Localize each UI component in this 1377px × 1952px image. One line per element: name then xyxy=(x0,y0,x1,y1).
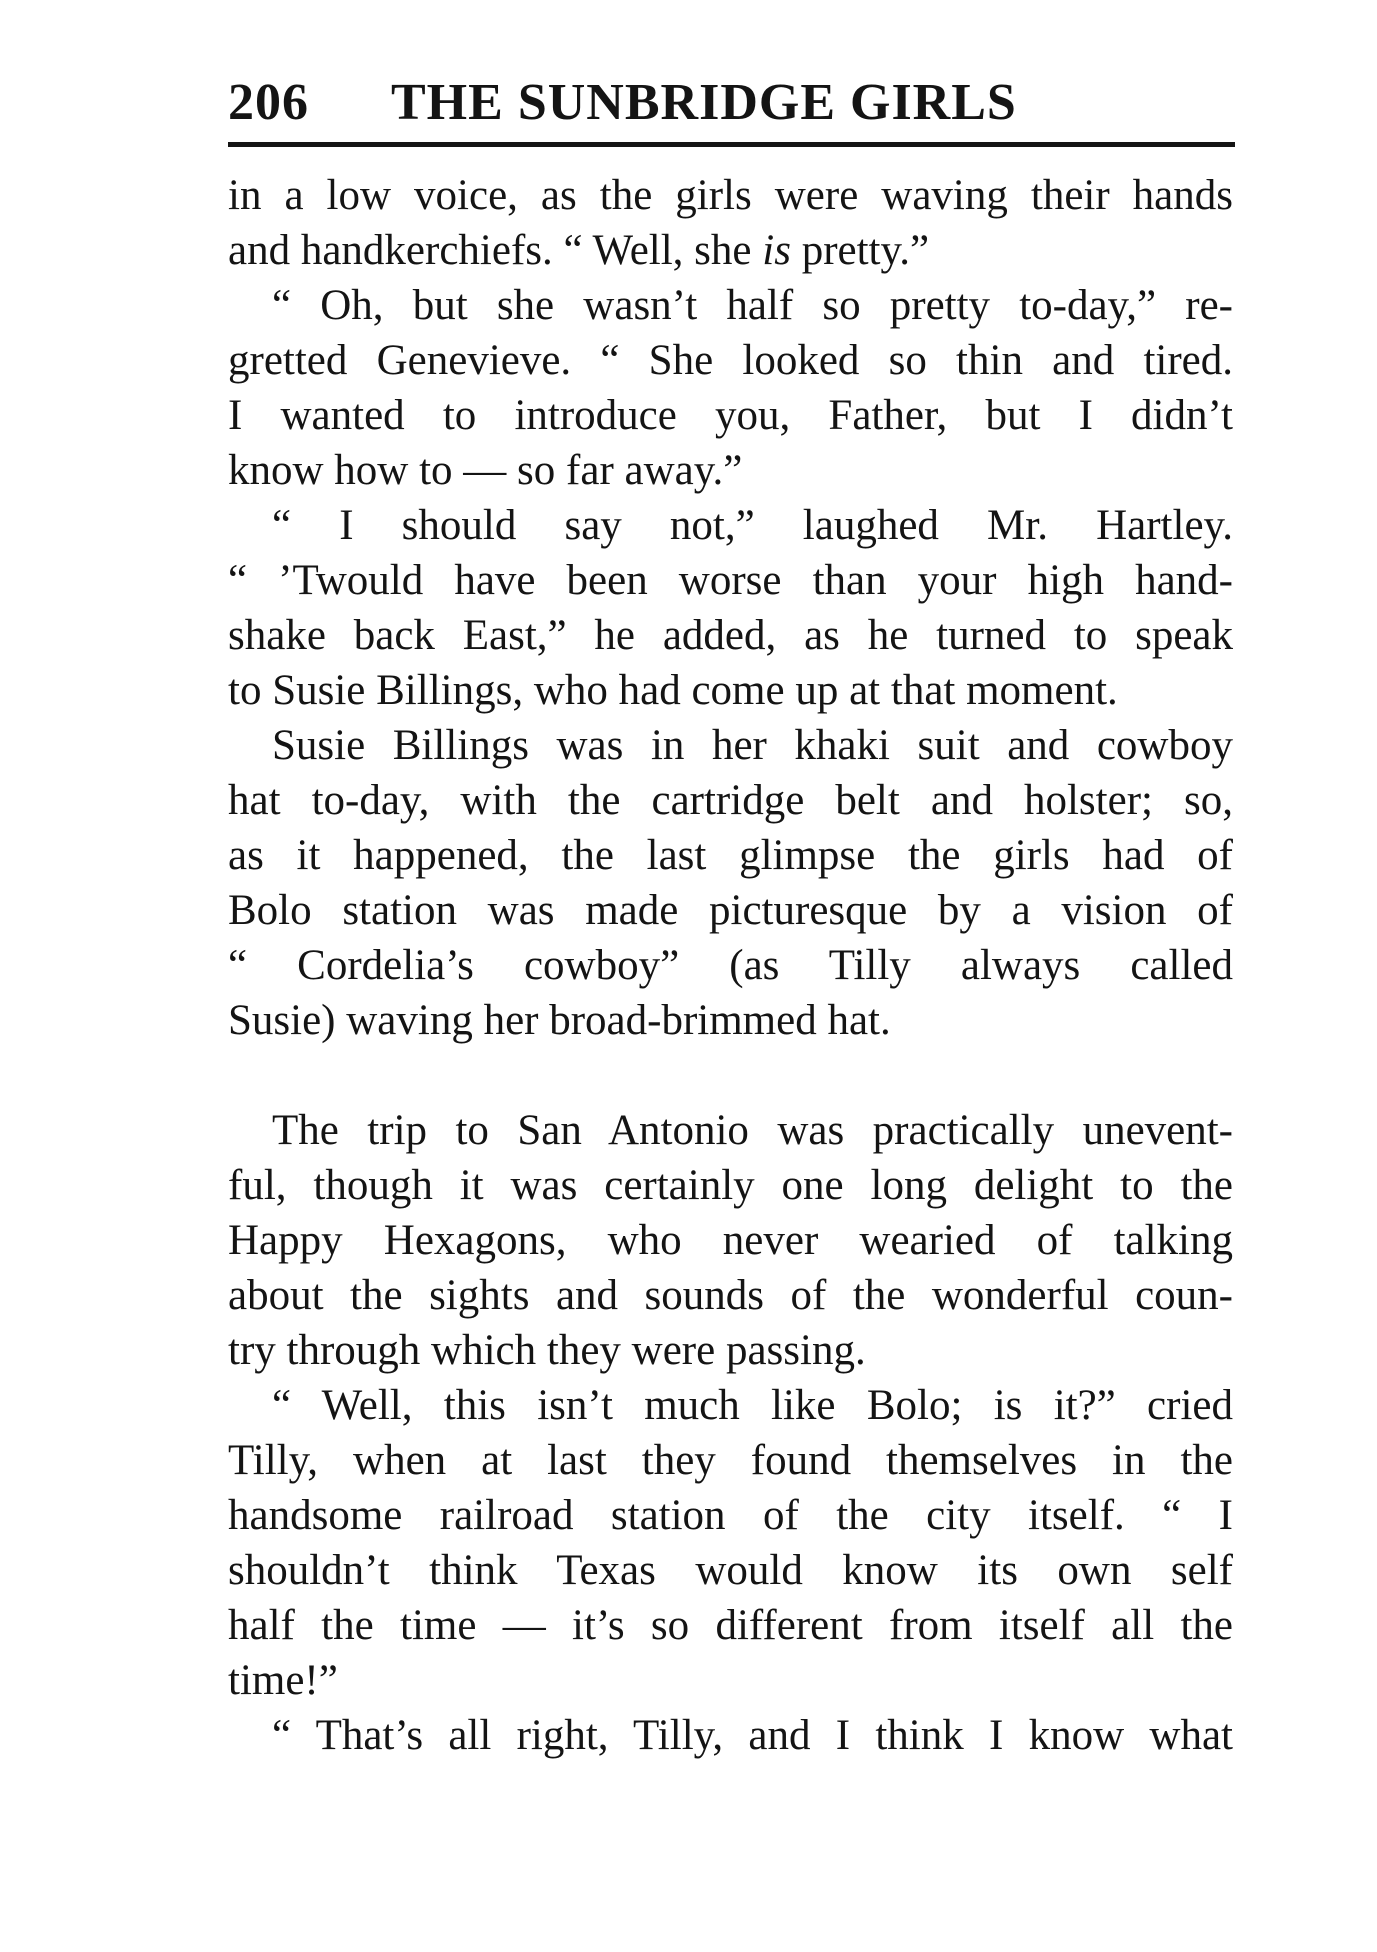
text-line: time!” xyxy=(228,1657,338,1704)
text-line: “ I should say not,” laughed Mr. Hartley. xyxy=(272,502,1233,549)
text-line: half the time — it’s so different from itself all the xyxy=(228,1602,1233,1649)
paragraph xyxy=(228,718,1233,1048)
body-text xyxy=(228,168,1233,1763)
text-line: “ Oh, but she wasn’t half so pretty to-day,” re- xyxy=(272,282,1233,329)
paragraph xyxy=(228,1708,1233,1763)
paragraph xyxy=(228,1378,1233,1708)
text-line: shake back East,” he added, as he turned to speak xyxy=(228,612,1233,659)
text-line: hat to-day, with the cartridge belt and holster; so, xyxy=(228,777,1233,824)
text-line: as it happened, the last glimpse the girls had of xyxy=(228,832,1233,879)
text-line: to Susie Billings, who had come up at that moment. xyxy=(228,667,1118,714)
text-line: The trip to San Antonio was practically unevent- xyxy=(272,1107,1233,1154)
running-head xyxy=(228,68,1233,138)
text-line: Happy Hexagons, who never wearied of talking xyxy=(228,1217,1233,1264)
emphasis: is xyxy=(762,227,791,274)
text-line: in a low voice, as the girls were waving their hands xyxy=(228,172,1233,219)
text-line: handsome railroad station of the city itself. “ I xyxy=(228,1492,1233,1539)
text-line: Susie) waving her broad-brimmed hat. xyxy=(228,997,891,1044)
text-line: know how to — so far away.” xyxy=(228,447,743,494)
page-number: 206 xyxy=(228,74,309,131)
header-rule xyxy=(228,142,1235,147)
paragraph xyxy=(228,168,1233,278)
text-line: I wanted to introduce you, Father, but I didn’t xyxy=(228,392,1233,439)
text-line: “ That’s all right, Tilly, and I think I know what xyxy=(272,1712,1233,1759)
paragraph xyxy=(228,498,1233,718)
text-line: Tilly, when at last they found themselves in the xyxy=(228,1437,1233,1484)
paragraph xyxy=(228,1103,1233,1378)
text-line: and handkerchiefs. “ Well, she is pretty.” xyxy=(228,227,930,274)
text-line: Bolo station was made picturesque by a vision of xyxy=(228,887,1233,934)
text-line: “ ’Twould have been worse than your high hand- xyxy=(228,557,1233,604)
section-break xyxy=(228,1048,1233,1103)
text-line: shouldn’t think Texas would know its own self xyxy=(228,1547,1233,1594)
text-line: ful, though it was certainly one long delight to the xyxy=(228,1162,1233,1209)
paragraph xyxy=(228,278,1233,498)
text-line: about the sights and sounds of the wonderful coun- xyxy=(228,1272,1233,1319)
text-line: try through which they were passing. xyxy=(228,1327,866,1374)
text-line: “ Cordelia’s cowboy” (as Tilly always called xyxy=(228,942,1233,989)
text-line: Susie Billings was in her khaki suit and cowboy xyxy=(272,722,1233,769)
text-line: “ Well, this isn’t much like Bolo; is it?” cried xyxy=(272,1382,1233,1429)
book-title: THE SUNBRIDGE GIRLS xyxy=(391,74,1017,131)
text-line: gretted Genevieve. “ She looked so thin and tired. xyxy=(228,337,1233,384)
